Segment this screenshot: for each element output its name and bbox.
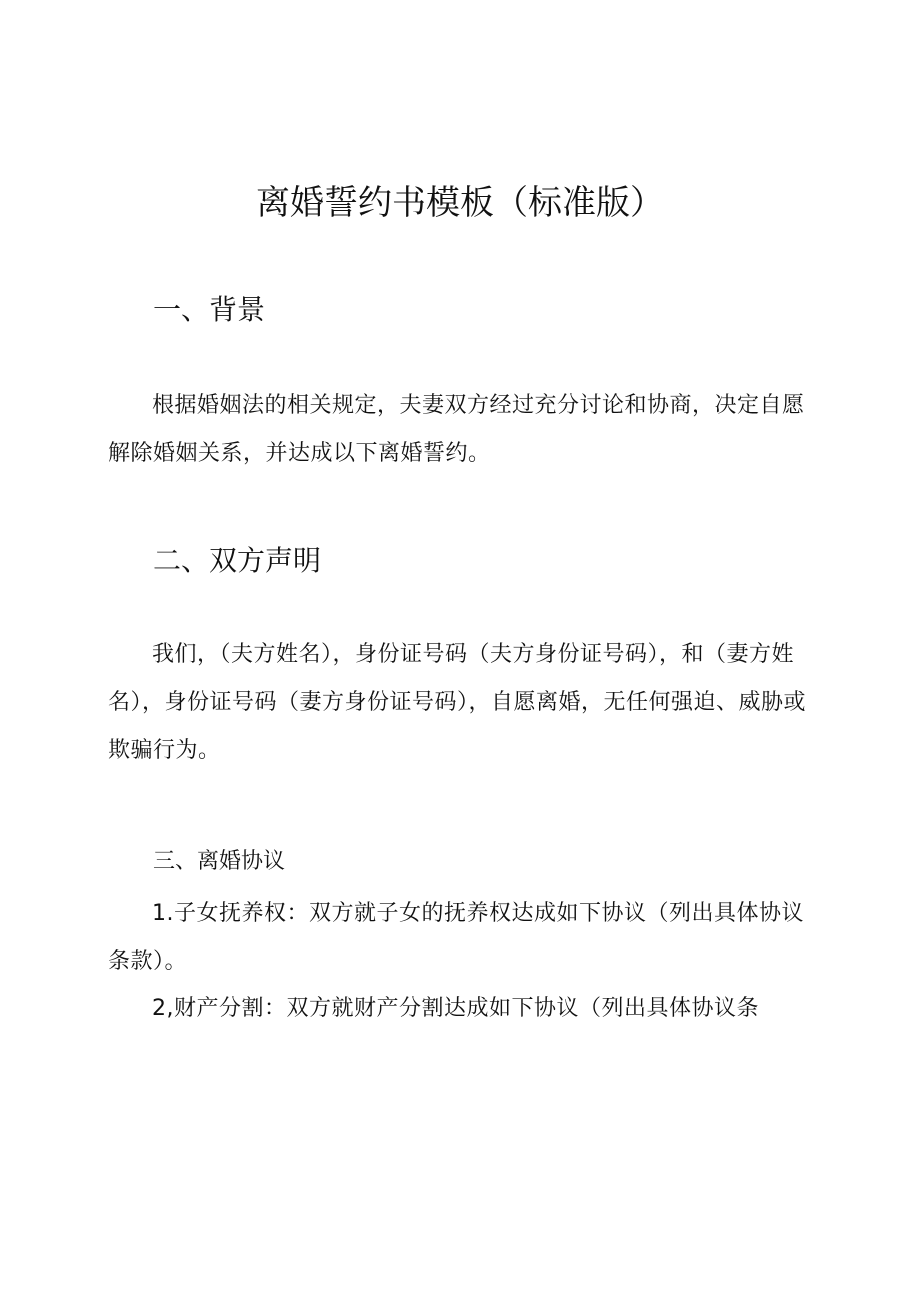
- document-title: 离婚誓约书模板（标准版）: [256, 183, 664, 223]
- agreement-item-text: 财产分割：双方就财产分割达成如下协议（列出具体协议条: [174, 996, 760, 1021]
- background-paragraph: 根据婚姻法的相关规定，夫妻双方经过充分讨论和协商，决定自愿解除婚姻关系，并达成以下离婚誓约。: [108, 393, 805, 466]
- agreement-item-custody: [108, 890, 808, 986]
- agreement-item-property: [108, 985, 808, 1033]
- agreement-item-text: 子女抚养权：双方就子女的抚养权达成如下协议（列出具体协议条款）。: [108, 901, 805, 974]
- section-heading-declaration: 二、双方声明: [153, 544, 322, 577]
- section-heading-agreement: 三、离婚协议: [153, 849, 286, 874]
- agreement-item-number: 2,: [152, 996, 174, 1021]
- agreement-item-number: 1.: [152, 901, 174, 926]
- section-heading-background: 一、背景: [153, 293, 266, 326]
- declaration-paragraph: 我们，（夫方姓名），身份证号码（夫方身份证号码），和（妻方姓名），身份证号码（妻方身份证号码），自愿离婚，无任何强迫、威胁或欺骗行为。: [108, 642, 807, 763]
